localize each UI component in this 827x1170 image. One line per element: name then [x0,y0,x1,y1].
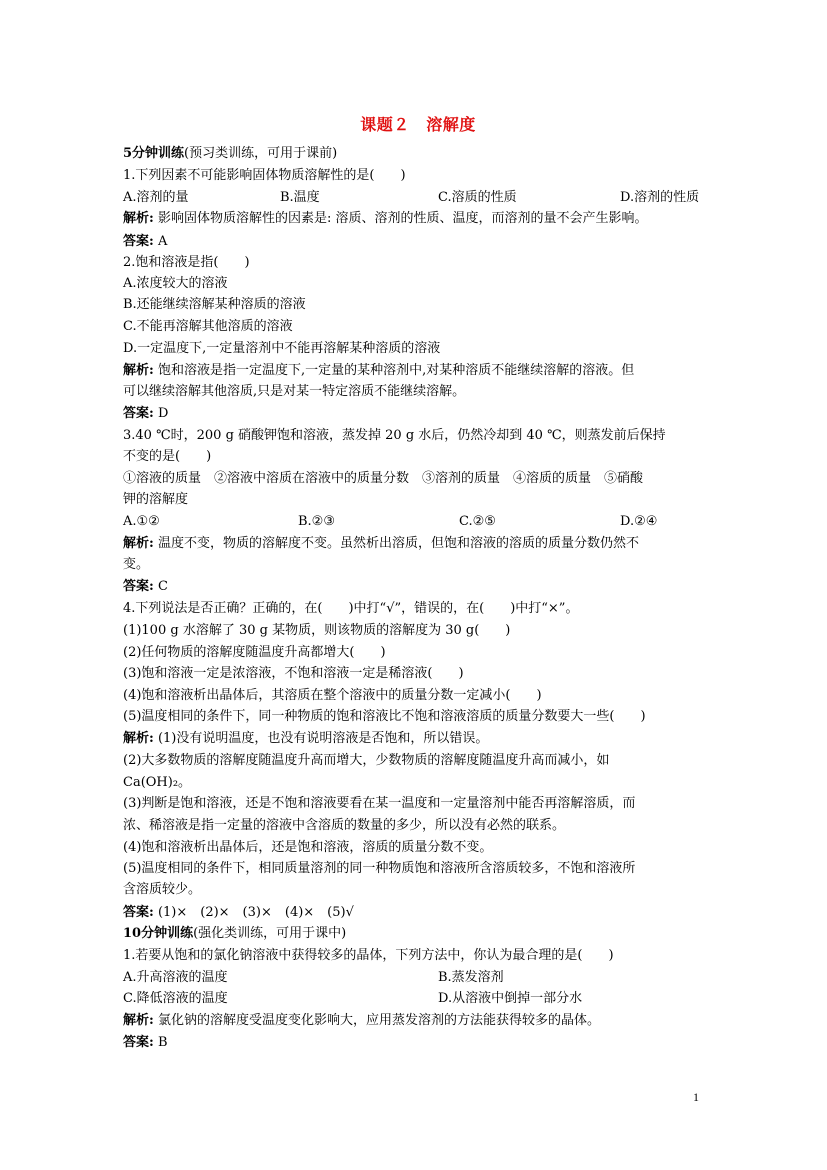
question-stem: 4.下列说法是否正确？正确的，在( )中打“√”，错误的，在( )中打“×”。 [123,601,579,616]
section-heading-label: 10分钟训练 [123,926,194,941]
section-heading-note: (预习类训练，可用于课前) [184,146,338,161]
option-d: D.②④ [620,514,658,529]
statement-item: (1)100 g 水溶解了 30 g 某物质，则该物质的溶解度为 30 g( ) [123,623,511,638]
section-heading-note: (强化类训练，可用于课中) [193,926,347,941]
statement-item: (2)任何物质的溶解度随温度升高都增大( ) [123,645,386,660]
option-a: A.溶剂的量 [123,190,189,205]
option-b: B.还能继续溶解某种溶质的溶液 [123,297,306,312]
question-stem: 1.若要从饱和的氯化钠溶液中获得较多的晶体，下列方法中，你认为最合理的是( ) [123,948,614,963]
analysis-text: (3)判断是饱和溶液，还是不饱和溶液要看在某一温度和一定量溶剂中能否再溶解溶质，而 [123,796,636,811]
analysis-text: 饱和溶液是指一定温度下,一定量的某种溶剂中,对某种溶质不能继续溶解的溶液。但 [153,363,635,378]
analysis-label: 解析: [123,731,154,746]
page-number: 1 [693,1090,699,1104]
analysis-text: (4)饱和溶液析出晶体后，还是饱和溶液，溶质的质量分数不变。 [123,840,493,855]
answer-text: B [153,1035,168,1050]
statement-item: (3)饱和溶液一定是浓溶液，不饱和溶液一定是稀溶液( ) [123,666,464,681]
question-stem: 2.饱和溶液是指( ) [123,255,250,270]
answer-text: (1)× (2)× (3)× (4)× (5)√ [153,905,354,920]
answer-label: 答案: [123,406,154,421]
section-heading-label: 5分钟训练 [123,146,185,161]
answer-label: 答案: [123,579,154,594]
question-stem: 不变的是( ) [123,449,212,464]
answer-line [123,905,354,921]
option-a: A.①② [123,514,160,529]
answer-label: 答案: [123,234,154,249]
analysis-text: 影响固体物质溶解性的因素是: 溶质、溶剂的性质、温度，而溶剂的量不会产生影响。 [153,211,648,226]
analysis-text: 浓、稀溶液是指一定量的溶液中含溶质的数量的多少，所以没有必然的联系。 [123,818,566,833]
question-stem: 3.40 ℃时，200 g 硝酸钾饱和溶液，蒸发掉 20 g 水后，仍然冷却到 40 ℃，则蒸发前后保持 [123,428,666,443]
analysis-text: 温度不变，物质的溶解度不变。虽然析出溶质，但饱和溶液的溶质的质量分数仍然不 [153,536,639,551]
analysis-text: (5)温度相同的条件下，相同质量溶剂的同一种物质饱和溶液所含溶质较多，不饱和溶液所 [123,861,636,876]
answer-line [123,1035,168,1051]
answer-line [123,234,167,250]
analysis-line [123,211,647,227]
option-c: C.溶质的性质 [438,190,517,205]
section-heading [123,926,346,942]
option-b: B.温度 [280,190,320,205]
answer-text: C [153,579,168,594]
analysis-line [123,731,488,747]
analysis-label: 解析: [123,363,154,378]
option-c: C.②⑤ [459,514,496,529]
analysis-line [123,536,639,552]
section-heading [123,146,337,162]
analysis-label: 解析: [123,211,154,226]
option-b: B.②③ [298,514,335,529]
option-c: C.降低溶液的温度 [123,991,228,1006]
question-items: 钾的溶解度 [123,492,189,507]
option-b: B.蒸发溶剂 [438,970,504,985]
question-items: ①溶液的质量 ②溶液中溶质在溶液中的质量分数 ③溶剂的质量 ④溶质的质量 ⑤硝酸 [123,471,644,486]
option-c: C.不能再溶解其他溶质的溶液 [123,319,293,334]
answer-label: 答案: [123,1035,154,1050]
option-d: D.从溶液中倒掉一部分水 [438,991,583,1006]
option-d: D.一定温度下,一定量溶剂中不能再溶解某种溶质的溶液 [123,341,441,356]
option-d: D.溶剂的性质 [620,190,700,205]
answer-line [123,406,168,422]
analysis-line [123,1013,600,1029]
answer-label: 答案: [123,905,154,920]
analysis-line [123,363,634,379]
analysis-text: 变。 [123,557,150,572]
analysis-text: 氯化钠的溶解度受温度变化影响大，应用蒸发溶剂的方法能获得较多的晶体。 [153,1013,600,1028]
analysis-text: 含溶质较少。 [123,882,202,897]
statement-item: (5)温度相同的条件下，同一种物质的饱和溶液比不饱和溶液溶质的质量分数要大一些( ) [123,709,646,724]
analysis-label: 解析: [123,1013,154,1028]
page-title: 课题２ 溶解度 [360,115,476,134]
analysis-text: Ca(OH)₂。 [123,775,192,790]
statement-item: (4)饱和溶液析出晶体后，其溶质在整个溶液中的质量分数一定减小( ) [123,688,542,703]
option-a: A.浓度较大的溶液 [123,276,228,291]
analysis-text: (1)没有说明温度，也没有说明溶液是否饱和，所以错误。 [153,731,489,746]
answer-text: A [153,234,168,249]
analysis-label: 解析: [123,536,154,551]
question-stem: 1.下列因素不可能影响固体物质溶解性的是( ) [123,168,406,183]
answer-line [123,579,168,595]
analysis-text: (2)大多数物质的溶解度随温度升高而增大，少数物质的溶解度随温度升高而减小，如 [123,753,610,768]
option-a: A.升高溶液的温度 [123,970,228,985]
analysis-text: 可以继续溶解其他溶质,只是对某一特定溶质不能继续溶解。 [123,384,466,399]
answer-text: D [153,406,169,421]
